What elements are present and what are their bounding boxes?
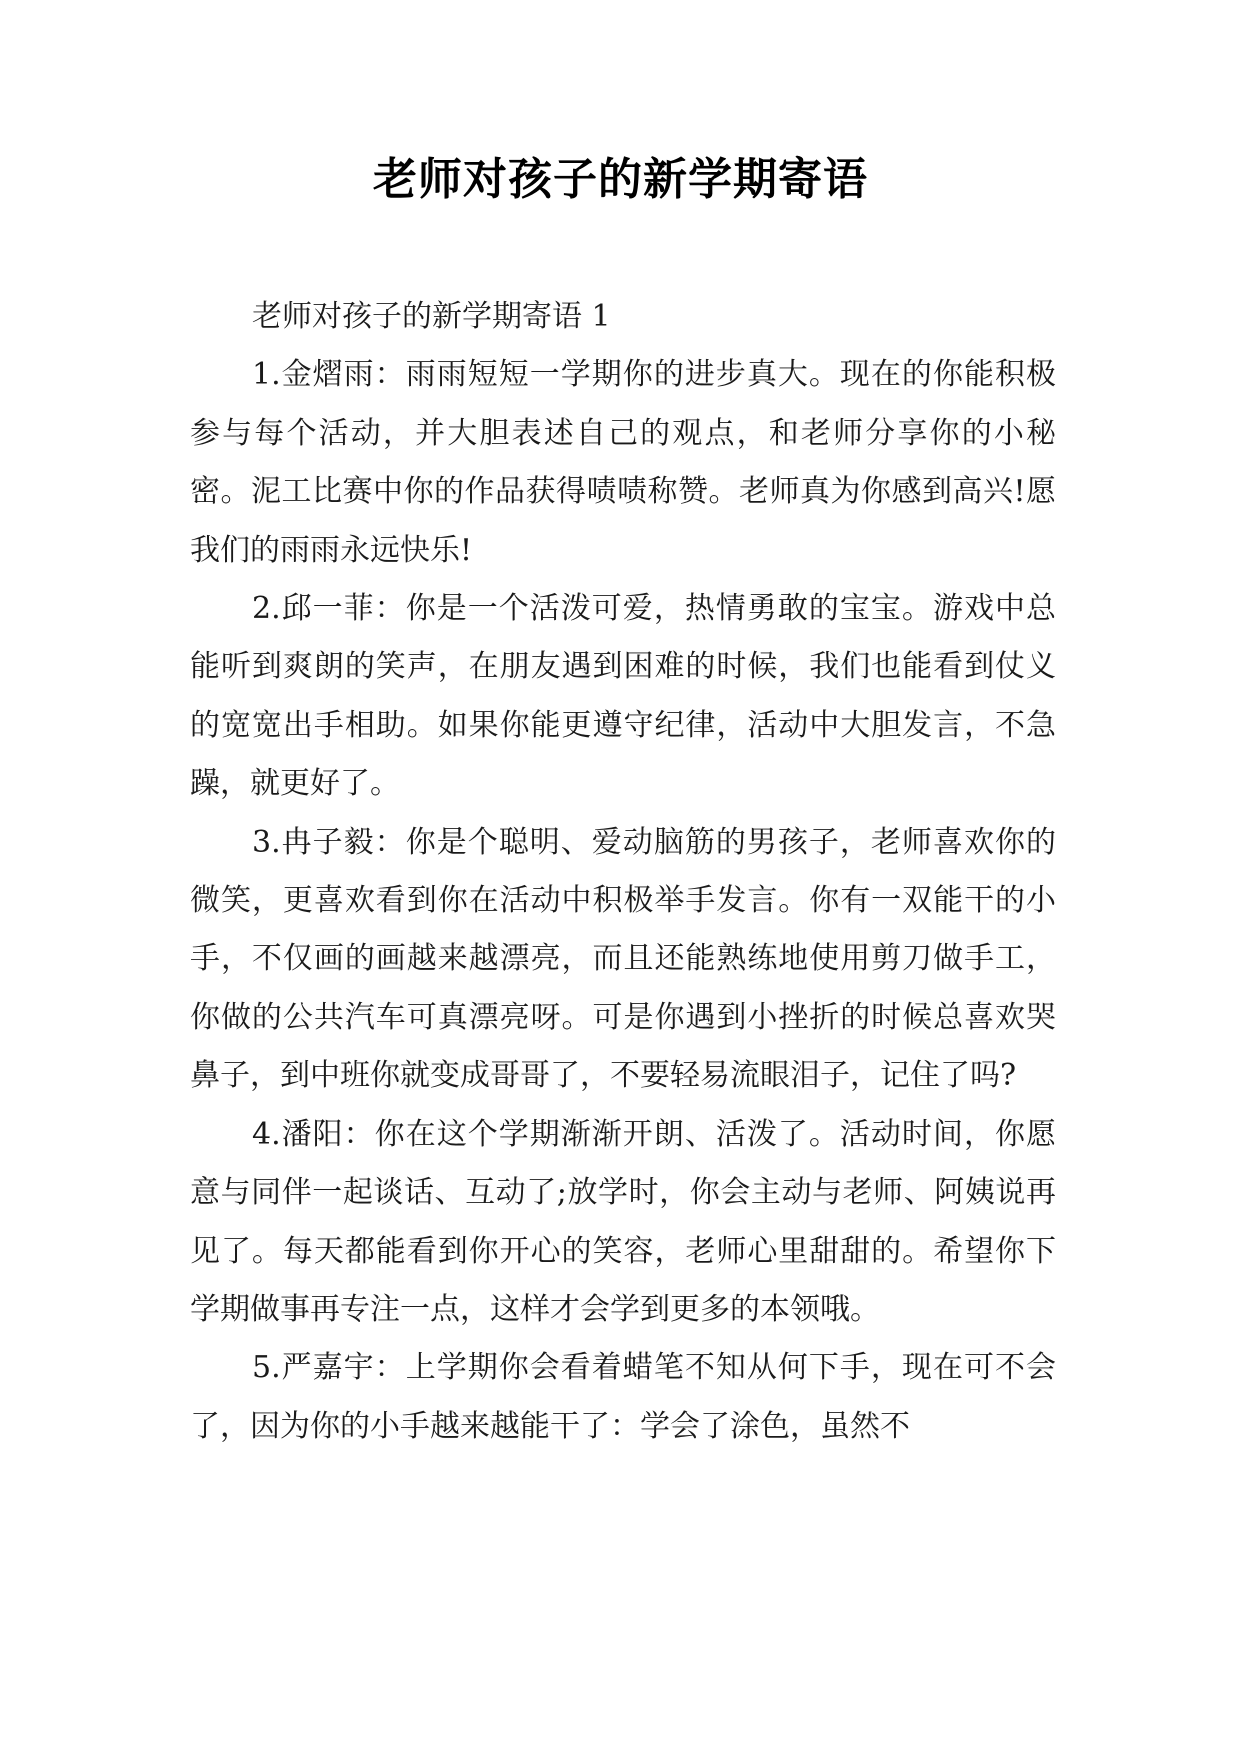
paragraph-3: 3.冉子毅：你是个聪明、爱动脑筋的男孩子，老师喜欢你的微笑，更喜欢看到你在活动中积极举手发言。你有一双能干的小手，不仅画的画越来越漂亮，而且还能熟练地使用剪刀做手工，你做的公共汽车可真漂亮呀。可是你遇到小挫折的时候总喜欢哭鼻子，到中班你就变成哥哥了，不要轻易流眼泪子，记住了吗? (190, 824, 1056, 1094)
paragraph-4: 4.潘阳：你在这个学期渐渐开朗、活泼了。活动时间，你愿意与同伴一起谈话、互动了;放学时，你会主动与老师、阿姨说再见了。每天都能看到你开心的笑容，老师心里甜甜的。希望你下学期做事再专注一点，这样才会学到更多的本领哦。 (190, 1116, 1056, 1327)
document-title: 老师对孩子的新学期寄语 (373, 154, 868, 205)
section-heading: 老师对孩子的新学期寄语 1 (252, 299, 611, 334)
paragraph-1: 1.金熠雨：雨雨短短一学期你的进步真大。现在的你能积极参与每个活动，并大胆表述自己的观点，和老师分享你的小秘密。泥工比赛中你的作品获得啧啧称赞。老师真为你感到高兴!愿我们的雨雨永远快乐! (190, 357, 1056, 568)
paragraph-5: 5.严嘉宇：上学期你会看着蜡笔不知从何下手，现在可不会了，因为你的小手越来越能干了：学会了涂色，虽然不 (190, 1350, 1056, 1444)
paragraph-2: 2.邱一菲：你是一个活泼可爱，热情勇敢的宝宝。游戏中总能听到爽朗的笑声，在朋友遇到困难的时候，我们也能看到仗义的宽宽出手相助。如果你能更遵守纪律，活动中大胆发言，不急躁，就更好了。 (190, 591, 1056, 802)
document-body (190, 288, 1056, 1456)
